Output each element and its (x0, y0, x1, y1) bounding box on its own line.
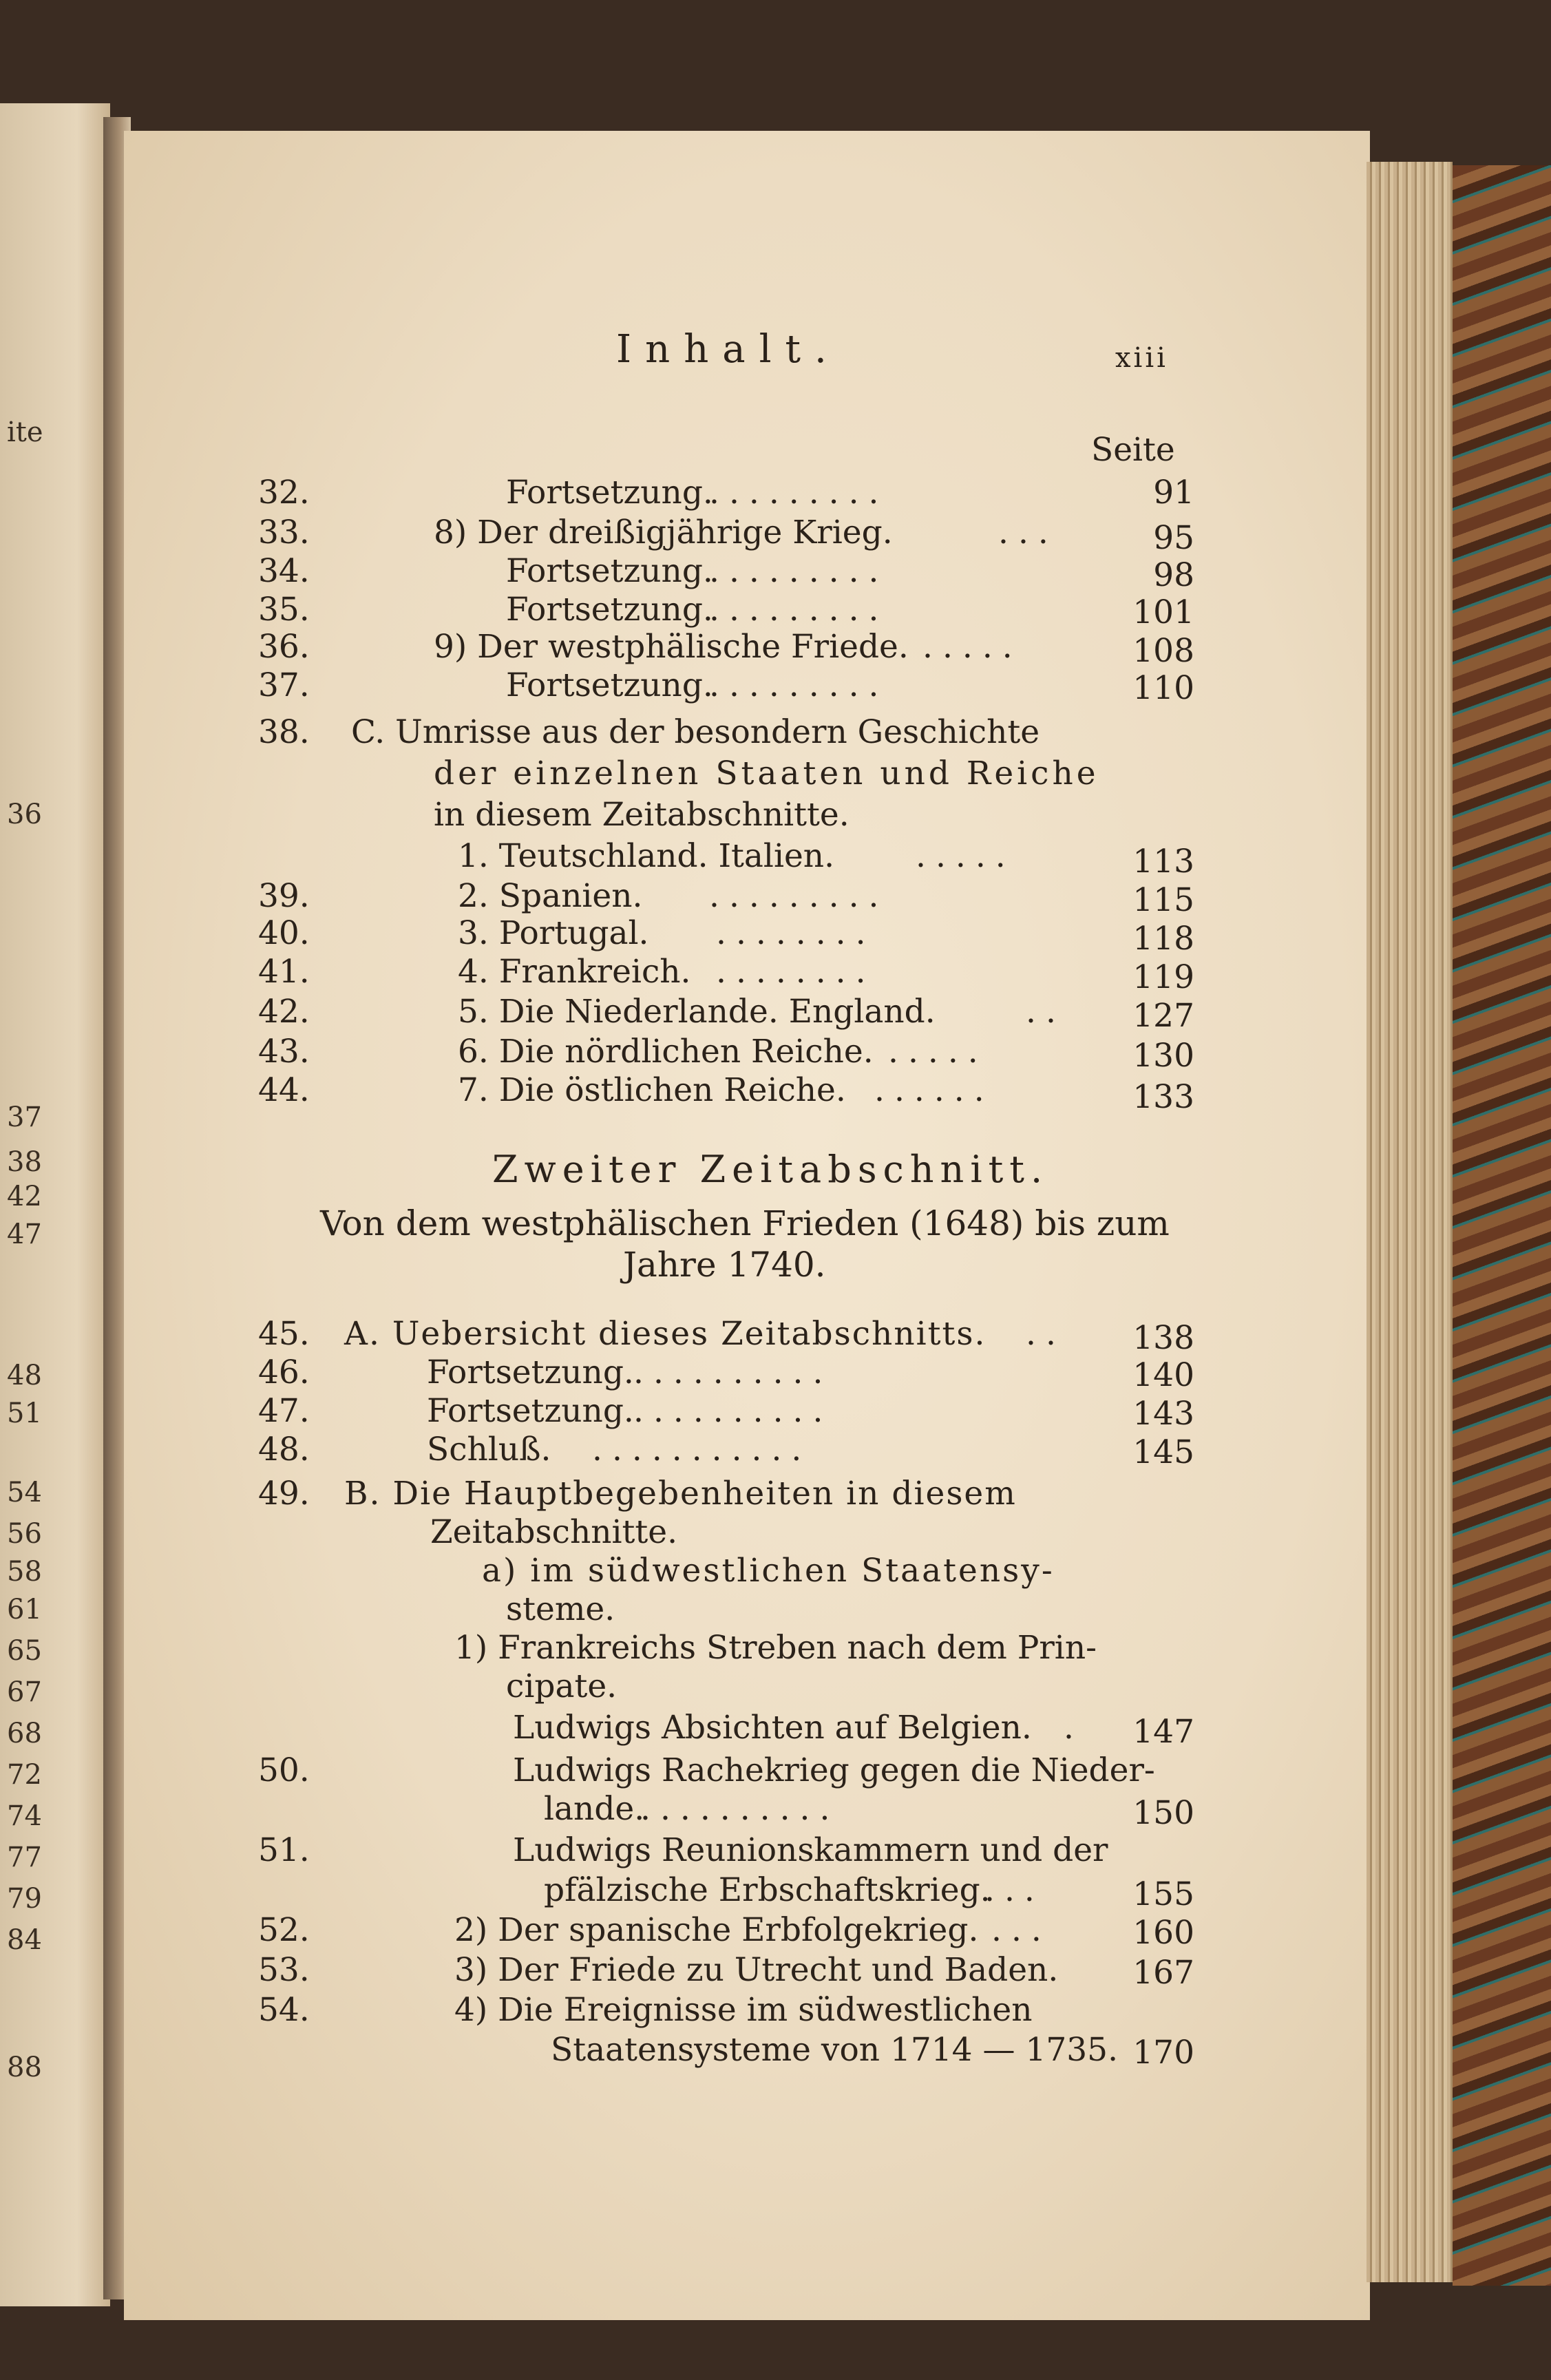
entry-page: 115 (1132, 881, 1194, 919)
entry-page: 140 (1132, 1356, 1194, 1394)
entry-number: 49. (258, 1475, 310, 1513)
dot-leader: ......... (709, 552, 889, 590)
section-subtitle: Von dem westphälischen Frieden (1648) bis zum (320, 1203, 1170, 1243)
entry-page: 145 (1132, 1433, 1194, 1471)
dot-leader: ... (998, 514, 1058, 551)
left-number: 38 (7, 1146, 42, 1178)
entry-continuation: Staatensysteme von 1714 — 1735. (551, 2031, 1119, 2069)
entry-title: 3. Portugal. (458, 914, 649, 952)
entry-title: Fortsetzung. (427, 1392, 634, 1430)
dot-leader: ......... (709, 666, 889, 704)
dot-leader: .. (1026, 1315, 1066, 1353)
entry-title: Fortsetzung. (506, 666, 713, 704)
page-title: Inhalt. (616, 327, 841, 372)
entry-continuation: lande. (544, 1790, 645, 1828)
left-number: 65 (7, 1635, 42, 1667)
entry-title: Fortsetzung. (506, 474, 713, 512)
entry-continuation: in diesem Zeitabschnitte. (434, 796, 850, 834)
left-number: 61 (7, 1594, 42, 1625)
entry-title: Fortsetzung. (427, 1354, 634, 1391)
left-number: 51 (7, 1398, 42, 1429)
entry-title: Ludwigs Reunionskammern und der (513, 1831, 1108, 1869)
dot-leader: .......... (633, 1392, 833, 1430)
entry-page: 150 (1132, 1794, 1194, 1832)
section-title: Zweiter Zeitabschnitt. (492, 1148, 1049, 1191)
dot-leader: ........... (592, 1431, 812, 1468)
entry-number: 34. (258, 552, 310, 590)
entry-number: 36. (258, 628, 310, 666)
entry-page: 110 (1132, 669, 1194, 707)
dot-leader: . (1064, 1709, 1084, 1747)
entry-title: 6. Die nördlichen Reiche. (458, 1033, 874, 1071)
entry-page: 170 (1132, 2034, 1194, 2072)
dot-leader: ... (991, 1911, 1051, 1949)
dot-leader: ..... (916, 837, 1015, 875)
dot-leader: ........ (716, 953, 876, 991)
entry-number: 39. (258, 877, 310, 915)
dot-leader: ......... (709, 474, 889, 512)
entry-title: 4) Die Ereignisse im südwestlichen (454, 1991, 1033, 2029)
entry-title: Ludwigs Absichten auf Belgien. (513, 1709, 1032, 1747)
page-edges (1367, 162, 1453, 2282)
entry-continuation: steme. (506, 1590, 615, 1628)
dot-leader: .......... (640, 1790, 840, 1828)
left-number: 79 (7, 1883, 42, 1915)
left-number: 37 (7, 1102, 42, 1133)
entry-page: 138 (1132, 1319, 1194, 1357)
dot-leader: ......... (709, 877, 889, 915)
left-number: 42 (7, 1181, 42, 1212)
entry-page: 130 (1132, 1037, 1194, 1075)
entry-title: B. Die Hauptbegebenheiten in diesem (344, 1475, 1017, 1513)
page-number-roman: xiii (1115, 342, 1168, 374)
entry-title: 1) Frankreichs Streben nach dem Prin- (454, 1629, 1097, 1667)
entry-page: 113 (1132, 843, 1194, 881)
entry-number: 50. (258, 1751, 310, 1789)
entry-continuation: cipate. (506, 1667, 618, 1705)
left-number: 68 (7, 1718, 42, 1749)
entry-title: Fortsetzung. (506, 552, 713, 590)
entry-continuation: der einzelnen Staaten und Reiche (434, 755, 1099, 792)
dot-leader: .......... (633, 1354, 833, 1391)
marbled-cover (1453, 165, 1551, 2286)
dot-leader: ... (984, 1871, 1044, 1909)
entry-title: Fortsetzung. (506, 591, 713, 629)
entry-page: 108 (1132, 632, 1194, 670)
left-number: 36 (7, 799, 42, 830)
left-number: 74 (7, 1800, 42, 1832)
entry-number: 52. (258, 1911, 310, 1949)
left-number: 77 (7, 1842, 42, 1873)
entry-page: 155 (1132, 1875, 1194, 1913)
entry-page: 119 (1132, 958, 1194, 996)
entry-page: 167 (1132, 1954, 1194, 1992)
entry-page: 143 (1132, 1395, 1194, 1433)
entry-page: 160 (1132, 1914, 1194, 1952)
left-number: 47 (7, 1219, 42, 1250)
entry-number: 45. (258, 1315, 310, 1353)
entry-number: 42. (258, 993, 310, 1031)
entry-title: A. Uebersicht dieses Zeitabschnitts. (344, 1315, 986, 1353)
entry-title: 9) Der westphälische Friede. (434, 628, 909, 666)
column-label-seite: Seite (1091, 431, 1175, 469)
entry-title: 8) Der dreißigjährige Krieg. (434, 514, 893, 551)
dot-leader: .. (1026, 993, 1066, 1031)
entry-page: 127 (1132, 997, 1194, 1035)
entry-number: 33. (258, 514, 310, 551)
left-number: 84 (7, 1924, 42, 1956)
entry-page: 95 (1153, 519, 1194, 557)
entry-number: 54. (258, 1991, 310, 2029)
entry-page: 133 (1132, 1078, 1194, 1116)
section-subtitle: Jahre 1740. (623, 1245, 826, 1285)
entry-page: 101 (1132, 593, 1194, 631)
dot-leader: ..... (888, 1033, 988, 1071)
entry-continuation: Zeitabschnitte. (430, 1513, 678, 1551)
entry-number: 47. (258, 1392, 310, 1430)
entry-title: 3) Der Friede zu Utrecht und Baden. (454, 1951, 1059, 1989)
entry-number: 46. (258, 1354, 310, 1391)
left-number: 72 (7, 1759, 42, 1791)
entry-title: 7. Die östlichen Reiche. (458, 1071, 846, 1109)
entry-title: 2) Der spanische Erbfolgekrieg. (454, 1911, 979, 1949)
entry-number: 37. (258, 666, 310, 704)
entry-number: 53. (258, 1951, 310, 1989)
dot-leader: ..... (922, 628, 1022, 666)
left-number: 88 (7, 2052, 42, 2083)
left-number: 67 (7, 1676, 42, 1708)
dot-leader: ......... (709, 591, 889, 629)
entry-number: 51. (258, 1831, 310, 1869)
entry-number: 41. (258, 953, 310, 991)
entry-title: 4. Frankreich. (458, 953, 691, 991)
entry-page: 98 (1153, 556, 1194, 594)
entry-page: 147 (1132, 1713, 1194, 1751)
entry-title: 2. Spanien. (458, 877, 643, 915)
entry-title: 1. Teutschland. Italien. (458, 837, 835, 875)
entry-title: a) im südwestlichen Staatensy- (482, 1552, 1055, 1590)
entry-number: 48. (258, 1431, 310, 1468)
entry-page: 118 (1132, 920, 1194, 958)
entry-number: 35. (258, 591, 310, 629)
entry-number: 44. (258, 1071, 310, 1109)
left-number: 58 (7, 1556, 42, 1588)
entry-title: Schluß. (427, 1431, 551, 1468)
entry-title: Ludwigs Rachekrieg gegen die Nieder- (513, 1751, 1155, 1789)
entry-number: 32. (258, 474, 310, 512)
entry-title: C. Umrisse aus der besondern Geschichte (351, 713, 1040, 751)
left-number: 54 (7, 1477, 42, 1508)
left-number: ite (7, 417, 43, 448)
dot-leader: ........ (716, 914, 876, 952)
entry-continuation: pfälzische Erbschaftskrieg. (544, 1871, 991, 1909)
entry-number: 38. (258, 713, 310, 751)
dot-leader: ...... (874, 1071, 994, 1109)
entry-page: 91 (1153, 474, 1194, 512)
entry-number: 43. (258, 1033, 310, 1071)
left-number: 48 (7, 1360, 42, 1391)
entry-number: 40. (258, 914, 310, 952)
left-number: 56 (7, 1518, 42, 1550)
entry-title: 5. Die Niederlande. England. (458, 993, 936, 1031)
